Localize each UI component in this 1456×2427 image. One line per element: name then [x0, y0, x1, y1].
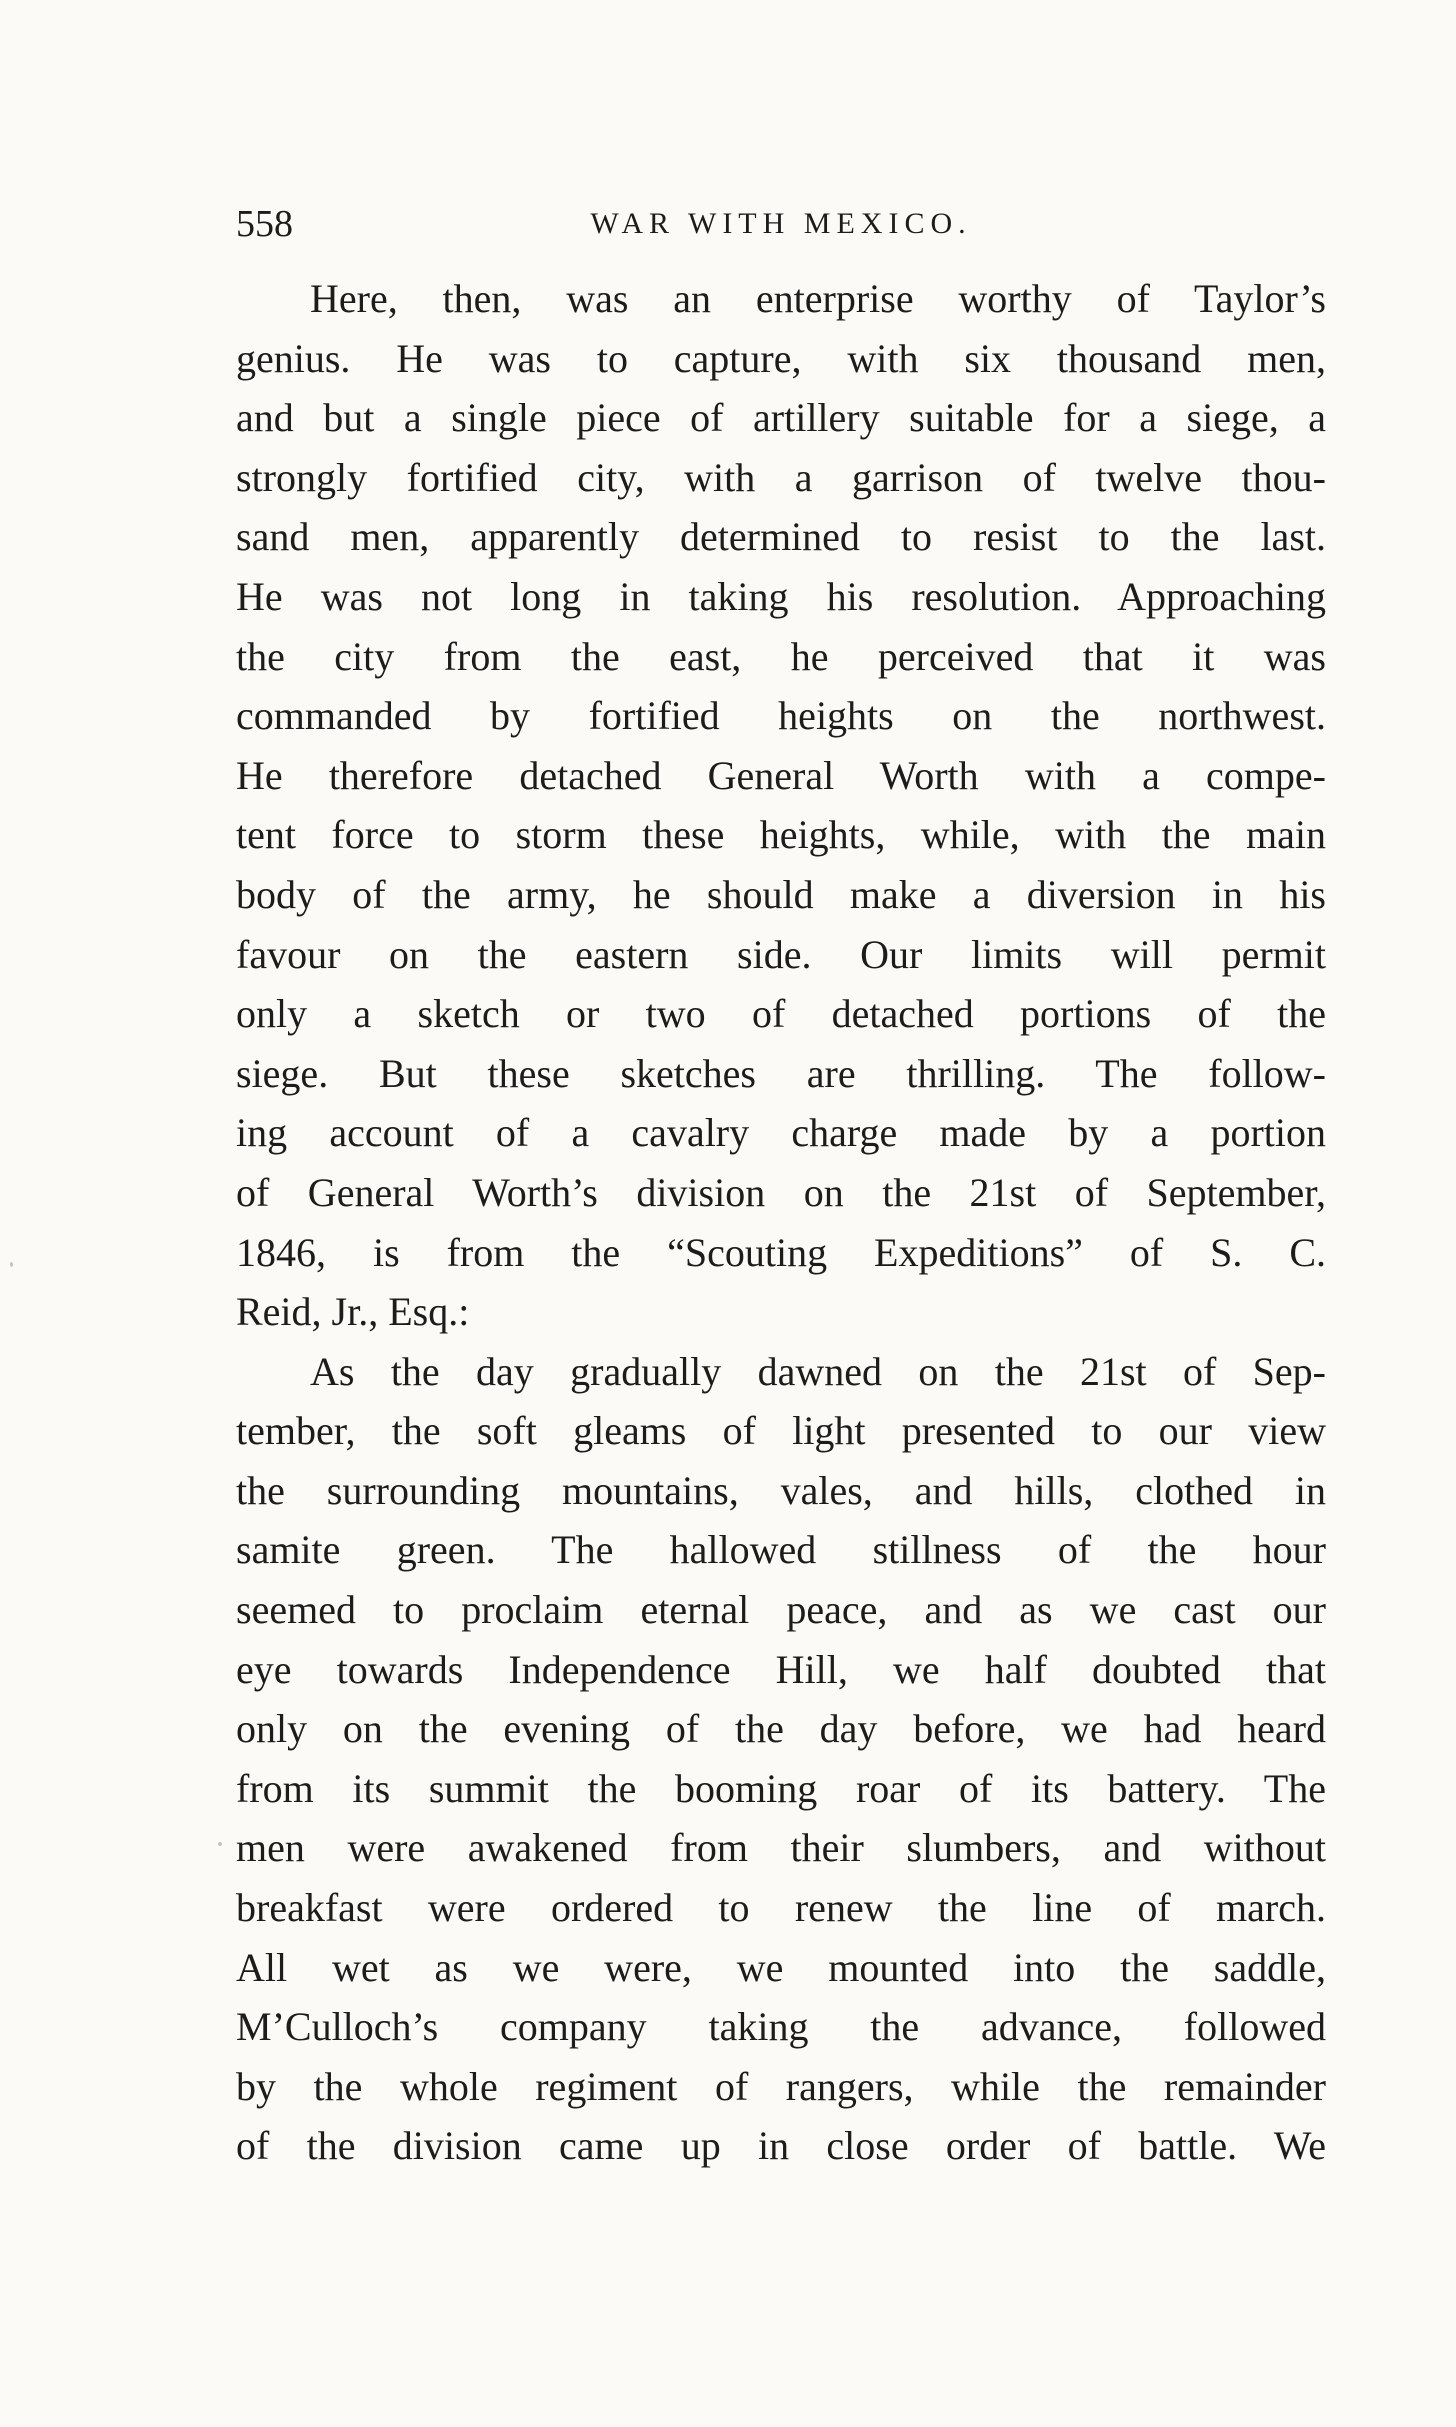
text-line: from its summit the booming roar of its battery. The [236, 1765, 1326, 1811]
text-line: Reid, Jr., Esq.: [236, 1289, 470, 1335]
text-line: strongly fortified city, with a garrison of twelve thou- [236, 454, 1326, 500]
text-line: All wet as we were, we mounted into the saddle, [236, 1944, 1326, 1990]
body-text [236, 269, 1326, 2176]
text-line: 1846, is from the “Scouting Expeditions” of S. C. [236, 1229, 1326, 1275]
text-line: commanded by fortified heights on the northwest. [236, 693, 1326, 739]
text-line: As the day gradually dawned on the 21st of Sep- [310, 1348, 1326, 1394]
text-line: eye towards Independence Hill, we half doubted that [236, 1646, 1326, 1692]
text-line: He therefore detached General Worth with a compe- [236, 752, 1326, 798]
text-line: favour on the eastern side. Our limits will permit [236, 931, 1326, 977]
text-line: of the division came up in close order of battle. We [236, 2123, 1326, 2169]
paper-speck [10, 1262, 13, 1267]
text-line: He was not long in taking his resolution. Approaching [236, 573, 1326, 619]
text-line: of General Worth’s division on the 21st of September, [236, 1169, 1326, 1215]
text-line: seemed to proclaim eternal peace, and as we cast our [236, 1587, 1326, 1633]
text-line: the surrounding mountains, vales, and hills, clothed in [236, 1467, 1326, 1513]
text-line: sand men, apparently determined to resist to the last. [236, 514, 1326, 560]
page-number: 558 [236, 203, 293, 245]
text-line: Here, then, was an enterprise worthy of Taylor’s [310, 276, 1326, 321]
paragraph-2 [236, 1342, 1326, 2176]
paper-speck [218, 1842, 222, 1846]
paragraph-1 [236, 269, 1326, 1342]
text-line: siege. But these sketches are thrilling. The follow- [236, 1050, 1326, 1096]
text-line: samite green. The hallowed stillness of the hour [236, 1527, 1326, 1573]
text-line: ing account of a cavalry charge made by a portion [236, 1110, 1326, 1156]
text-line: tember, the soft gleams of light presented to our view [236, 1408, 1326, 1454]
running-head: WAR WITH MEXICO. [590, 207, 972, 240]
text-line: M’Culloch’s company taking the advance, followed [236, 2004, 1326, 2050]
text-line: only on the evening of the day before, we had heard [236, 1706, 1326, 1752]
text-line: breakfast were ordered to renew the line of march. [236, 1885, 1326, 1931]
page-header [236, 196, 1326, 252]
text-line: only a sketch or two of detached portions of the [236, 991, 1326, 1037]
text-line: tent force to storm these heights, while, with the main [236, 812, 1326, 858]
text-line: the city from the east, he perceived that it was [236, 633, 1326, 679]
text-line: body of the army, he should make a diversion in his [236, 871, 1326, 917]
text-line: and but a single piece of artillery suitable for a siege, a [236, 395, 1326, 441]
text-line: men were awakened from their slumbers, and without [236, 1825, 1326, 1871]
text-line: genius. He was to capture, with six thousand men, [236, 335, 1326, 381]
text-line: by the whole regiment of rangers, while the remainder [236, 2063, 1326, 2109]
